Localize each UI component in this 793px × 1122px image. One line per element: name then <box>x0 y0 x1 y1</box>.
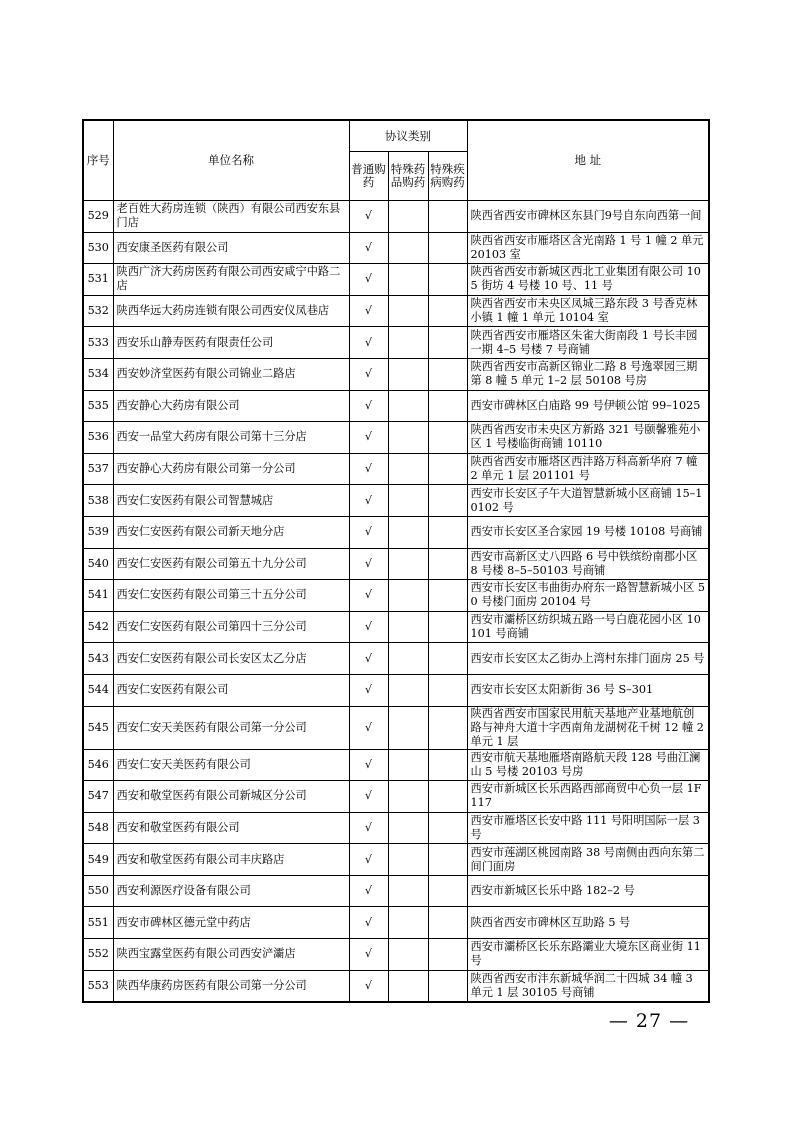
table-row <box>83 812 709 844</box>
table-row <box>83 390 709 422</box>
unit-name-cell: 陕西华康药房医药有限公司第一分公司 <box>113 970 349 1002</box>
special-drug-cell <box>388 485 428 517</box>
general-purchase-cell: √ <box>349 295 388 327</box>
special-disease-cell <box>428 453 467 485</box>
special-drug-cell <box>388 580 428 612</box>
serial-number-cell: 552 <box>83 939 113 971</box>
unit-name-cell: 西安仁安天美医药有限公司 <box>113 749 349 781</box>
serial-number-cell: 535 <box>83 390 113 422</box>
general-purchase-cell: √ <box>349 516 388 548</box>
table-row <box>83 232 709 264</box>
agreement-pharmacy-table <box>82 119 710 1003</box>
unit-name-cell: 西安仁安医药有限公司 <box>113 674 349 706</box>
special-drug-cell <box>388 201 428 233</box>
special-drug-cell <box>388 939 428 971</box>
serial-number-cell: 550 <box>83 875 113 907</box>
special-drug-cell <box>388 422 428 454</box>
special-drug-cell <box>388 232 428 264</box>
table-row <box>83 358 709 390</box>
table-row <box>83 611 709 643</box>
special-disease-cell <box>428 295 467 327</box>
unit-name-cell: 西安仁安医药有限公司第五十九分公司 <box>113 548 349 580</box>
special-drug-cell <box>388 781 428 813</box>
serial-number-cell: 543 <box>83 643 113 675</box>
unit-name-cell: 西安和敬堂医药有限公司新城区分公司 <box>113 781 349 813</box>
general-purchase-cell: √ <box>349 643 388 675</box>
serial-number-cell: 542 <box>83 611 113 643</box>
general-purchase-cell: √ <box>349 327 388 359</box>
address-cell: 西安市莲湖区桃园南路 38 号南侧由西向东第二间门面房 <box>467 844 709 876</box>
address-cell: 西安市航天基地雁塔南路航天段 128 号曲江澜山 5 号楼 20103 号房 <box>467 749 709 781</box>
unit-name-cell: 西安一品堂大药房有限公司第十三分店 <box>113 422 349 454</box>
serial-number-cell: 540 <box>83 548 113 580</box>
special-drug-cell <box>388 844 428 876</box>
serial-number-cell: 539 <box>83 516 113 548</box>
general-purchase-cell: √ <box>349 201 388 233</box>
general-purchase-cell: √ <box>349 358 388 390</box>
address-cell: 陕西省西安市雁塔区西沣路万科高新华府 7 幢 2 单元 1 层 201101 号 <box>467 453 709 485</box>
special-disease-cell <box>428 516 467 548</box>
address-cell: 西安市灞桥区纺织城五路一号白鹿花园小区 10101 号商铺 <box>467 611 709 643</box>
address-cell: 西安市雁塔区长安中路 111 号阳明国际一层 3 号 <box>467 812 709 844</box>
serial-number-cell: 537 <box>83 453 113 485</box>
table-row <box>83 706 709 749</box>
special-disease-cell <box>428 358 467 390</box>
special-disease-cell <box>428 201 467 233</box>
special-disease-cell <box>428 548 467 580</box>
general-purchase-cell: √ <box>349 970 388 1002</box>
address-cell: 西安市长安区圣合家园 19 号楼 10108 号商铺 <box>467 516 709 548</box>
unit-name-cell: 西安仁安医药有限公司智慧城店 <box>113 485 349 517</box>
header-serial-number: 序号 <box>83 120 113 201</box>
unit-name-cell: 西安和敬堂医药有限公司丰庆路店 <box>113 844 349 876</box>
serial-number-cell: 534 <box>83 358 113 390</box>
general-purchase-cell: √ <box>349 580 388 612</box>
table-body <box>83 201 709 1002</box>
special-disease-cell <box>428 674 467 706</box>
serial-number-cell: 545 <box>83 706 113 749</box>
unit-name-cell: 西安仁安医药有限公司第三十五分公司 <box>113 580 349 612</box>
general-purchase-cell: √ <box>349 264 388 296</box>
special-drug-cell <box>388 516 428 548</box>
table-row <box>83 453 709 485</box>
general-purchase-cell: √ <box>349 611 388 643</box>
serial-number-cell: 530 <box>83 232 113 264</box>
special-disease-cell <box>428 580 467 612</box>
address-cell: 陕西省西安市碑林区东县门9号自东向西第一间 <box>467 201 709 233</box>
unit-name-cell: 西安仁安医药有限公司长安区太乙分店 <box>113 643 349 675</box>
serial-number-cell: 533 <box>83 327 113 359</box>
special-disease-cell <box>428 327 467 359</box>
unit-name-cell: 西安乐山静寿医药有限责任公司 <box>113 327 349 359</box>
serial-number-cell: 553 <box>83 970 113 1002</box>
special-drug-cell <box>388 674 428 706</box>
special-disease-cell <box>428 970 467 1002</box>
general-purchase-cell: √ <box>349 548 388 580</box>
table-row <box>83 548 709 580</box>
special-drug-cell <box>388 358 428 390</box>
special-drug-cell <box>388 390 428 422</box>
header-special-disease-purchase: 特殊疾病购药 <box>428 152 467 201</box>
special-drug-cell <box>388 264 428 296</box>
unit-name-cell: 陕西广济大药房医药有限公司西安咸宁中路二店 <box>113 264 349 296</box>
special-disease-cell <box>428 939 467 971</box>
table-row <box>83 327 709 359</box>
special-disease-cell <box>428 812 467 844</box>
unit-name-cell: 西安康圣医药有限公司 <box>113 232 349 264</box>
unit-name-cell: 陕西华远大药房连锁有限公司西安仪凤巷店 <box>113 295 349 327</box>
special-drug-cell <box>388 812 428 844</box>
address-cell: 西安市长安区韦曲街办府东一路智慧新城小区 50 号楼门面房 20104 号 <box>467 580 709 612</box>
address-cell: 西安市高新区丈八四路 6 号中铁缤纷南郡小区 8 号楼 8–5–50103 号商铺 <box>467 548 709 580</box>
general-purchase-cell: √ <box>349 674 388 706</box>
general-purchase-cell: √ <box>349 939 388 971</box>
address-cell: 西安市长安区太阳新街 36 号 S–301 <box>467 674 709 706</box>
general-purchase-cell: √ <box>349 453 388 485</box>
unit-name-cell: 陕西宝露堂医药有限公司西安浐灞店 <box>113 939 349 971</box>
serial-number-cell: 548 <box>83 812 113 844</box>
table-row <box>83 781 709 813</box>
serial-number-cell: 538 <box>83 485 113 517</box>
serial-number-cell: 541 <box>83 580 113 612</box>
address-cell: 陕西省西安市国家民用航天基地产业基地航创路与神舟大道十字西南角龙湖树花千树 12 幢 2 单元 1 层 <box>467 706 709 749</box>
special-drug-cell <box>388 706 428 749</box>
special-drug-cell <box>388 327 428 359</box>
table-row <box>83 295 709 327</box>
page-number: — 27 — <box>608 1010 690 1032</box>
serial-number-cell: 547 <box>83 781 113 813</box>
general-purchase-cell: √ <box>349 812 388 844</box>
header-address: 地 址 <box>467 120 709 201</box>
special-drug-cell <box>388 970 428 1002</box>
general-purchase-cell: √ <box>349 706 388 749</box>
general-purchase-cell: √ <box>349 232 388 264</box>
address-cell: 西安市灞桥区长乐东路灞业大境东区商业街 11 号 <box>467 939 709 971</box>
address-cell: 西安市新城区长乐中路 182–2 号 <box>467 875 709 907</box>
special-disease-cell <box>428 611 467 643</box>
table-row <box>83 907 709 939</box>
unit-name-cell: 西安和敬堂医药有限公司 <box>113 812 349 844</box>
special-drug-cell <box>388 548 428 580</box>
table-row <box>83 516 709 548</box>
table-row <box>83 201 709 233</box>
address-cell: 西安市长安区太乙街办上湾村东排门面房 25 号 <box>467 643 709 675</box>
address-cell: 西安市长安区子午大道智慧新城小区商铺 15–10102 号 <box>467 485 709 517</box>
serial-number-cell: 549 <box>83 844 113 876</box>
table-row <box>83 580 709 612</box>
special-drug-cell <box>388 875 428 907</box>
table-row <box>83 264 709 296</box>
special-disease-cell <box>428 907 467 939</box>
general-purchase-cell: √ <box>349 422 388 454</box>
address-cell: 陕西省西安市高新区锦业二路 8 号逸翠园三期第 8 幢 5 单元 1–2 层 50108 号房 <box>467 358 709 390</box>
table-row <box>83 485 709 517</box>
address-cell: 陕西省西安市雁塔区含光南路 1 号 1 幢 2 单元 20103 室 <box>467 232 709 264</box>
table-row <box>83 674 709 706</box>
address-cell: 陕西省西安市雁塔区朱雀大街南段 1 号长丰园一期 4–5 号楼 7 号商铺 <box>467 327 709 359</box>
serial-number-cell: 529 <box>83 201 113 233</box>
header-general-purchase: 普通购药 <box>349 152 388 201</box>
general-purchase-cell: √ <box>349 485 388 517</box>
special-drug-cell <box>388 295 428 327</box>
special-disease-cell <box>428 749 467 781</box>
unit-name-cell: 西安仁安天美医药有限公司第一分公司 <box>113 706 349 749</box>
table-row <box>83 749 709 781</box>
table-header <box>83 120 709 201</box>
serial-number-cell: 532 <box>83 295 113 327</box>
special-drug-cell <box>388 749 428 781</box>
general-purchase-cell: √ <box>349 781 388 813</box>
special-disease-cell <box>428 485 467 517</box>
serial-number-cell: 546 <box>83 749 113 781</box>
general-purchase-cell: √ <box>349 875 388 907</box>
general-purchase-cell: √ <box>349 390 388 422</box>
table-row <box>83 970 709 1002</box>
unit-name-cell: 西安仁安医药有限公司新天地分店 <box>113 516 349 548</box>
unit-name-cell: 西安妙济堂医药有限公司锦业二路店 <box>113 358 349 390</box>
address-cell: 陕西省西安市未央区凤城三路东段 3 号香克林小镇 1 幢 1 单元 10104 室 <box>467 295 709 327</box>
special-disease-cell <box>428 422 467 454</box>
special-disease-cell <box>428 390 467 422</box>
table-row <box>83 422 709 454</box>
address-cell: 西安市碑林区白庙路 99 号伊顿公馆 99–1025 <box>467 390 709 422</box>
special-disease-cell <box>428 232 467 264</box>
address-cell: 陕西省西安市未央区方新路 321 号颐馨雅苑小区 1 号楼临街商铺 10110 <box>467 422 709 454</box>
special-drug-cell <box>388 643 428 675</box>
special-disease-cell <box>428 875 467 907</box>
unit-name-cell: 西安静心大药房有限公司 <box>113 390 349 422</box>
table-row <box>83 939 709 971</box>
special-drug-cell <box>388 453 428 485</box>
address-cell: 陕西省西安市沣东新城华润二十四城 34 幢 3 单元 1 层 30105 号商铺 <box>467 970 709 1002</box>
table-row <box>83 643 709 675</box>
address-cell: 陕西省西安市新城区西北工业集团有限公司 105 街坊 4 号楼 10 号、11 号 <box>467 264 709 296</box>
table-row <box>83 875 709 907</box>
header-unit-name: 单位名称 <box>113 120 349 201</box>
unit-name-cell: 西安静心大药房有限公司第一分公司 <box>113 453 349 485</box>
serial-number-cell: 551 <box>83 907 113 939</box>
header-agreement-category: 协议类别 <box>349 120 467 152</box>
header-special-drug-purchase: 特殊药品购药 <box>388 152 428 201</box>
special-disease-cell <box>428 706 467 749</box>
unit-name-cell: 西安市碑林区德元堂中药店 <box>113 907 349 939</box>
general-purchase-cell: √ <box>349 749 388 781</box>
address-cell: 陕西省西安市碑林区互助路 5 号 <box>467 907 709 939</box>
special-drug-cell <box>388 611 428 643</box>
general-purchase-cell: √ <box>349 844 388 876</box>
special-disease-cell <box>428 643 467 675</box>
unit-name-cell: 西安仁安医药有限公司第四十三分公司 <box>113 611 349 643</box>
unit-name-cell: 西安利源医疗设备有限公司 <box>113 875 349 907</box>
unit-name-cell: 老百姓大药房连锁（陕西）有限公司西安东县门店 <box>113 201 349 233</box>
address-cell: 西安市新城区长乐西路西部商贸中心负一层 1F117 <box>467 781 709 813</box>
serial-number-cell: 544 <box>83 674 113 706</box>
special-drug-cell <box>388 907 428 939</box>
special-disease-cell <box>428 844 467 876</box>
general-purchase-cell: √ <box>349 907 388 939</box>
serial-number-cell: 536 <box>83 422 113 454</box>
table-row <box>83 844 709 876</box>
special-disease-cell <box>428 781 467 813</box>
special-disease-cell <box>428 264 467 296</box>
serial-number-cell: 531 <box>83 264 113 296</box>
